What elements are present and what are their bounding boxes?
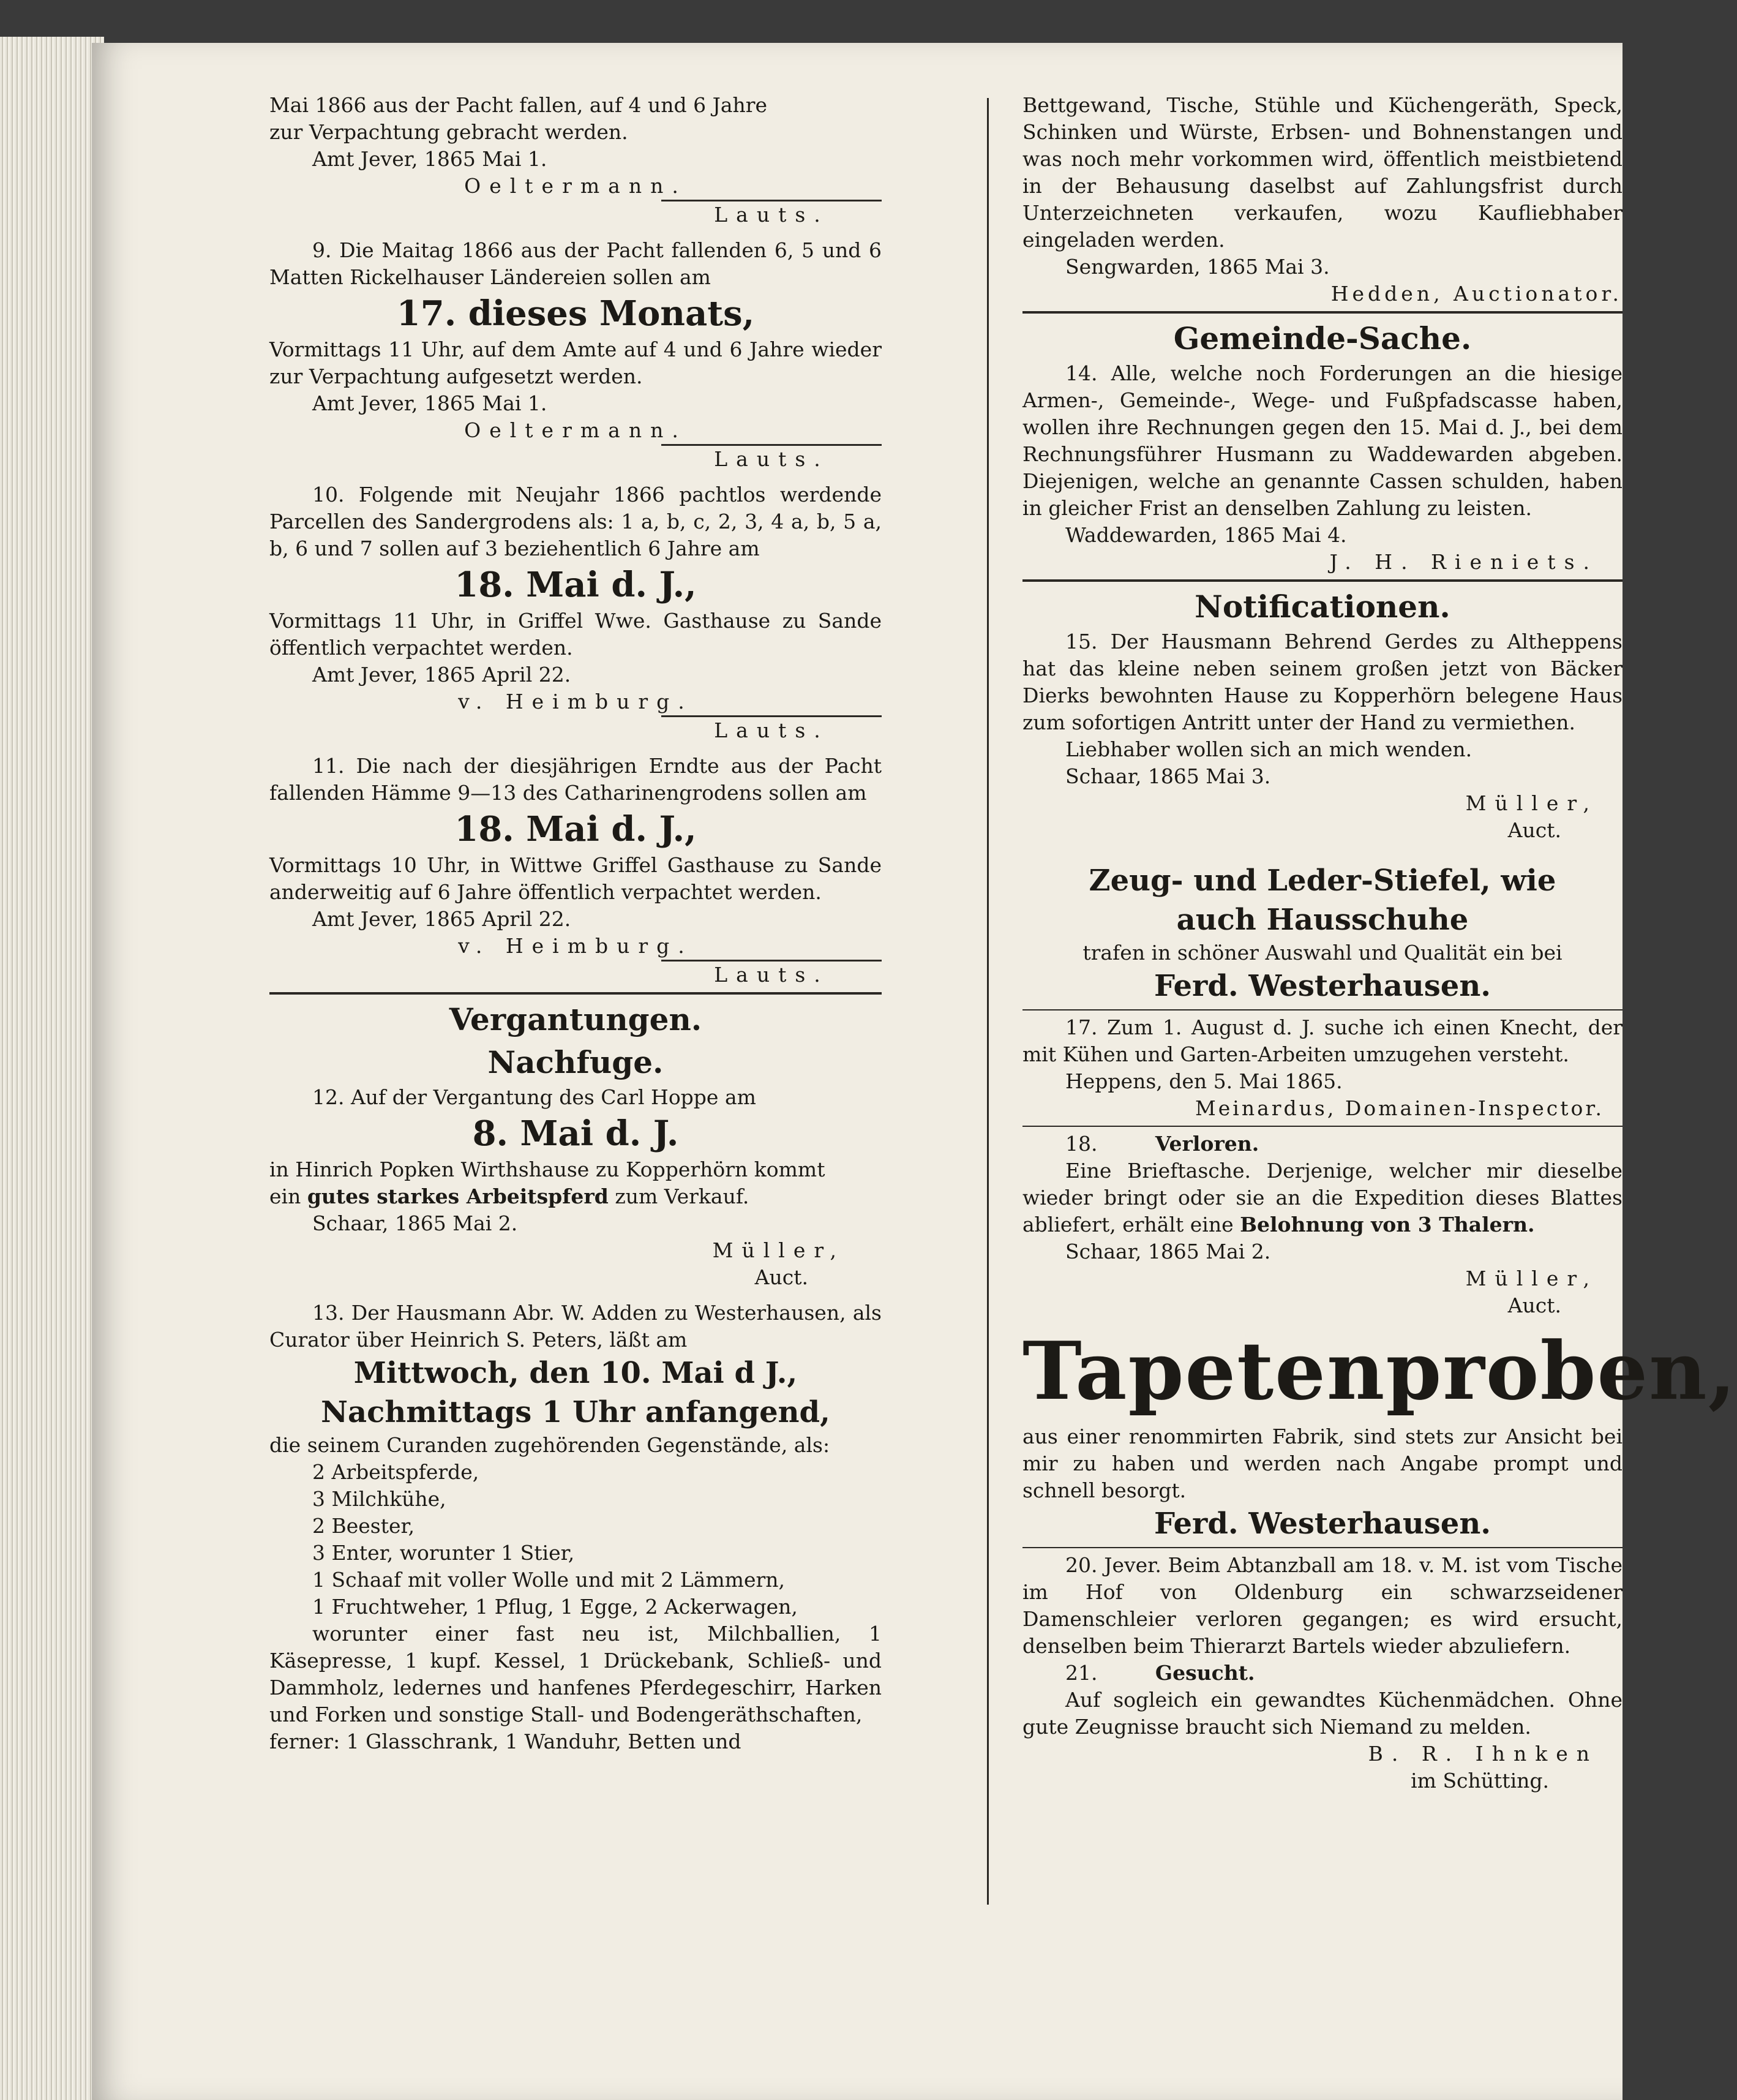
date-line: Amt Jever, 1865 Mai 1. <box>312 391 547 415</box>
notice-14: 14. Alle, welche noch Forderungen an die hiesige Armen-, Gemeinde-, Wege- und Fußpfadscasse haben, wollen ihre Rechnungen gegen den 15. Mai d. J., bei dem Rechnungsführer Husmann zu Waddewarden abgeben. Diejenigen, welche an genannte Cassen schulden, haben in gleicher Frist an denselben Zahlung zu leisten. <box>1022 361 1623 520</box>
ad-boots-merchant: Ferd. Westerhausen. <box>1154 969 1491 1003</box>
signature-place: im Schütting. <box>1411 1769 1549 1793</box>
section-heading-notificationen: Notificationen. <box>1195 589 1450 625</box>
item-line: 2 Arbeitspferde, <box>312 1460 479 1484</box>
signature: Hedden, Auctionator. <box>1330 282 1623 306</box>
item-line: 2 Beester, <box>312 1514 415 1538</box>
notice-11: 11. Die nach der diesjährigen Erndte aus der Pacht fallenden Hämme 9—13 des Catharinengrodens sollen am <box>269 754 882 805</box>
intro-line: Mai 1866 aus der Pacht fallen, auf 4 und 6 Jahre <box>269 93 768 117</box>
notice-12-date-heading: 8. Mai d. J. <box>472 1113 679 1154</box>
section-rule <box>269 992 882 995</box>
notice-17: 17. Zum 1. August d. J. suche ich einen Knecht, der mit Kühen und Garten-Arbeiten umzugehen versteht. <box>1022 1015 1623 1066</box>
date-line: Schaar, 1865 Mai 2. <box>1065 1240 1271 1263</box>
section-rule <box>1022 579 1623 582</box>
notice-9: 9. Die Maitag 1866 aus der Pacht fallenden 6, 5 und 6 Matten Rickelhauser Ländereien sollen am <box>269 238 882 289</box>
signature: Meinardus, Domainen-Inspector. <box>1195 1096 1604 1120</box>
section-heading-gemeinde: Gemeinde-Sache. <box>1173 320 1472 356</box>
notice-10: 10. Folgende mit Neujahr 1866 pachtlos werdende Parcellen des Sandergrodens als: 1 a, b, c, 2, 3, 4 a, b, 5 a, b, 6 und 7 sollen auf 3 beziehentlich 6 Jahre am <box>269 483 882 560</box>
notice-9-body: Vormittags 11 Uhr, auf dem Amte auf 4 und 6 Jahre wieder zur Verpachtung aufgesetzt werden. <box>269 337 882 388</box>
ad-wallpaper-merchant: Ferd. Westerhausen. <box>1154 1507 1491 1541</box>
date-line: Amt Jever, 1865 Mai 1. <box>312 147 547 171</box>
notice-13-time-heading: Nachmittags 1 Uhr anfangend, <box>321 1395 830 1429</box>
signature: Oeltermann. <box>464 418 687 442</box>
book-page-edges <box>0 37 104 2100</box>
notice-11-date-heading: 18. Mai d. J., <box>454 809 697 849</box>
intro-line: zur Verpachtung gebracht werden. <box>269 120 628 144</box>
item-line: 1 Fruchtweher, 1 Pflug, 1 Egge, 2 Ackerwagen, <box>312 1595 798 1619</box>
signature: J. H. Rieniets. <box>1329 550 1598 574</box>
item-line: 3 Milchkühe, <box>312 1487 446 1511</box>
signature: Oeltermann. <box>464 174 687 198</box>
signature: Müller, <box>712 1238 845 1262</box>
countersign: Lauts. <box>269 444 882 473</box>
countersign: Lauts. <box>269 960 882 988</box>
signature: v. Heimburg. <box>458 690 693 713</box>
item-line: 1 Schaaf mit voller Wolle und mit 2 Lämmern, <box>312 1568 785 1592</box>
ad-boots-text: trafen in schöner Auswahl und Qualität ein bei <box>1082 941 1563 965</box>
item-line: 3 Enter, worunter 1 Stier, <box>312 1541 575 1565</box>
countersign: Lauts. <box>269 715 882 744</box>
ad-wallpaper-headline: Tapetenproben, <box>1022 1324 1737 1418</box>
notice-11-body: Vormittags 10 Uhr, in Wittwe Griffel Gasthause zu Sande anderweitig auf 6 Jahre öffentlich verpachtet werden. <box>269 853 882 904</box>
notice-10-body: Vormittags 11 Uhr, in Griffel Wwe. Gasthause zu Sande öffentlich verpachtet werden. <box>269 609 882 660</box>
signature: Müller, <box>1465 791 1598 815</box>
notice-20: 20. Jever. Beim Abtanzball am 18. v. M. ist vom Tische im Hof von Oldenburg ein schwarzseidener Damenschleier verloren gegangen; es wird ersucht, denselben beim Thierarzt Bartels wieder abzuliefern. <box>1022 1553 1623 1658</box>
date-line: Amt Jever, 1865 April 22. <box>312 663 571 687</box>
notice-15-contact: Liebhaber wollen sich an mich wenden. <box>1065 737 1473 761</box>
notice-9-date-heading: 17. dieses Monats, <box>396 293 755 334</box>
notice-12-offer: ein gutes starkes Arbeitspferd zum Verkauf. <box>269 1184 749 1208</box>
notice-13-date-heading: Mittwoch, den 10. Mai d J., <box>353 1356 798 1390</box>
separator <box>1022 1547 1623 1548</box>
separator <box>1022 1126 1623 1127</box>
signature: v. Heimburg. <box>458 934 693 958</box>
date-line: Waddewarden, 1865 Mai 4. <box>1065 523 1347 547</box>
left-column <box>269 92 882 1755</box>
date-line: Sengwarden, 1865 Mai 3. <box>1065 255 1330 279</box>
notice-12-body: in Hinrich Popken Wirthshause zu Kopperhörn kommt <box>269 1157 825 1181</box>
notice-15: 15. Der Hausmann Behrend Gerdes zu Altheppens hat das kleine neben seinem großen jetzt von Bäcker Dierks bewohnten Hause zu Kopperhörn belegene Haus zum sofortigen Antritt unter der Hand zu vermiethen. <box>1022 630 1623 734</box>
notice-18-heading: 18. Verloren. <box>1065 1132 1259 1156</box>
ad-boots-headline: Zeug- und Leder-Stiefel, wie <box>1089 864 1556 898</box>
date-line: Schaar, 1865 Mai 3. <box>1065 764 1271 788</box>
signature-role: Auct. <box>754 1265 808 1289</box>
notice-21-heading: 21. Gesucht. <box>1065 1661 1255 1685</box>
signature-role: Auct. <box>1507 1293 1561 1317</box>
notice-12: 12. Auf der Vergantung des Carl Hoppe am <box>312 1085 756 1109</box>
right-column <box>1022 92 1737 1794</box>
separator <box>1022 1009 1623 1010</box>
signature: Müller, <box>1465 1266 1598 1290</box>
countersign: Lauts. <box>269 200 882 228</box>
section-rule <box>1022 311 1623 314</box>
ad-wallpaper-text: aus einer renommirten Fabrik, sind stets zur Ansicht bei mir zu haben und werden nach Angabe prompt und schnell besorgt. <box>1022 1424 1623 1502</box>
column-divider <box>987 98 989 1905</box>
notice-13-items-more: ferner: 1 Glasschrank, 1 Wanduhr, Betten und <box>269 1729 741 1753</box>
date-line: Schaar, 1865 Mai 2. <box>312 1211 518 1235</box>
auction-continued: Bettgewand, Tische, Stühle und Küchengeräth, Speck, Schinken und Würste, Erbsen- und Bohnenstangen und was noch mehr vorkommen wird, öffentlich meistbietend in der Behausung daselbst auf Zahlungsfrist durch Unterzeichneten verkaufen, wozu Kaufliebhaber eingeladen werden. <box>1022 93 1623 252</box>
notice-13: 13. Der Hausmann Abr. W. Adden zu Westerhausen, als Curator über Heinrich S. Peters, läßt am <box>269 1301 882 1352</box>
signature-role: Auct. <box>1507 818 1561 842</box>
date-line: Heppens, den 5. Mai 1865. <box>1065 1069 1343 1093</box>
date-line: Amt Jever, 1865 April 22. <box>312 907 571 931</box>
section-heading-nachfuge: Nachfuge. <box>487 1044 664 1080</box>
notice-10-date-heading: 18. Mai d. J., <box>454 565 697 605</box>
signature: B. R. Ihnken <box>1368 1742 1598 1766</box>
notice-13-body: die seinem Curanden zugehörenden Gegenstände, als: <box>269 1433 830 1457</box>
notice-13-items-cont: worunter einer fast neu ist, Milchballien, 1 Käsepresse, 1 kupf. Kessel, 1 Drückebank, Schließ- und Dammholz, ledernes und hanfenes Pferdegeschirr, Harken und Forken und sonstige Stall- und Bodengeräthschaften, <box>269 1622 882 1726</box>
ad-boots-headline: auch Hausschuhe <box>1176 903 1469 937</box>
notice-18: Eine Brieftasche. Derjenige, welcher mir dieselbe wieder bringt oder sie an die Expedition dieses Blattes abliefert, erhält eine Belohnung von 3 Thalern. <box>1022 1159 1623 1236</box>
notice-21: Auf sogleich ein gewandtes Küchenmädchen. Ohne gute Zeugnisse braucht sich Niemand zu melden. <box>1022 1688 1623 1739</box>
section-heading-vergantungen: Vergantungen. <box>449 1001 702 1037</box>
